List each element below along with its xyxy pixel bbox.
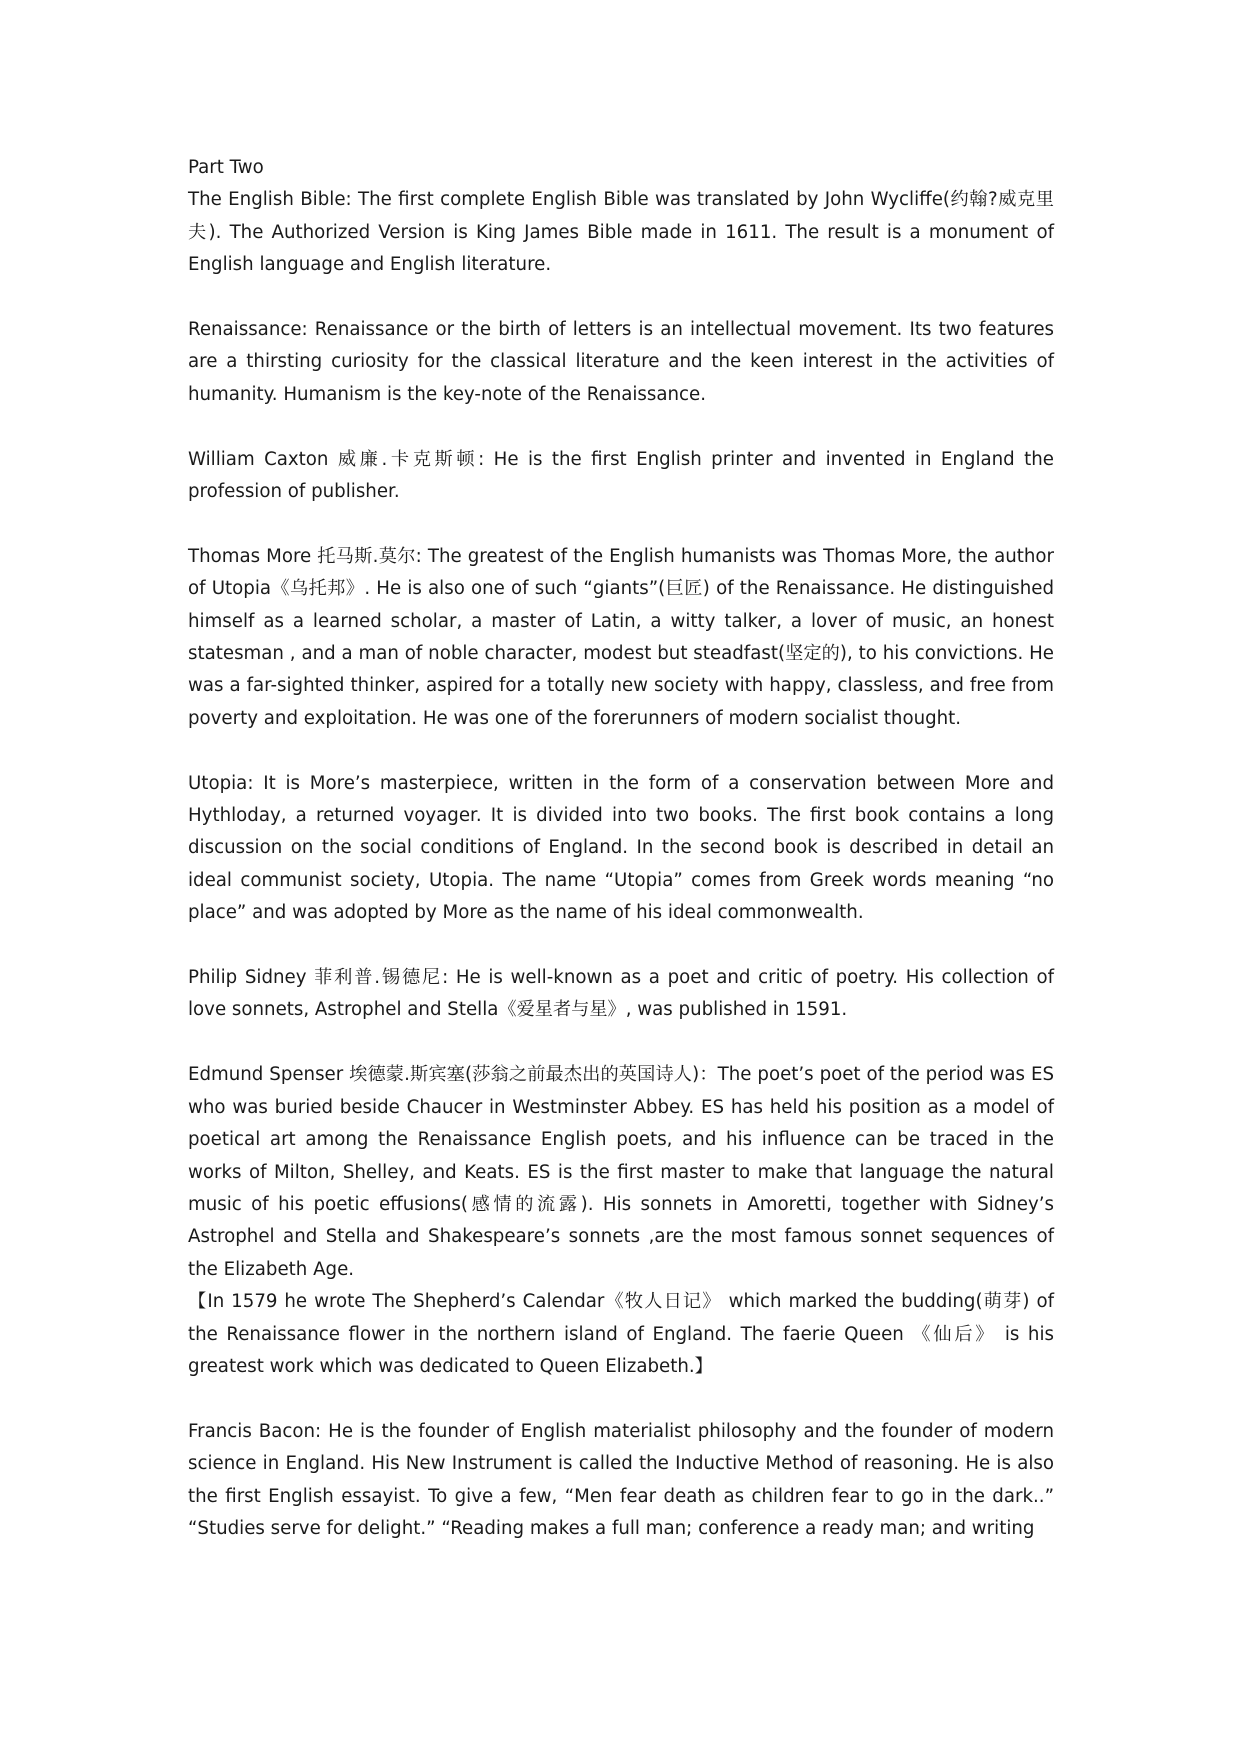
paragraph-william-caxton: William Caxton 威廉.卡克斯顿: He is the first English printer and invented in England the profession of publisher. [188,448,1054,503]
paragraph-thomas-more: Thomas More 托马斯.莫尔: The greatest of the English humanists was Thomas More, the author of Utopia《乌托邦》. He is also one of such “giants”(巨匠) of the Renaissance. He distinguished himself as a learned scholar, a master of Latin, a witty talker, a lover of music, an honest statesman , and a man of noble character, modest but steadfast(坚定的), to his convictions. He was a far-sighted thinker, aspired for a totally new society with happy, classless, and free from poverty and exploitation. He was one of the forerunners of modern socialist thought. [188,545,1054,729]
paragraph-english-bible: The English Bible: The first complete English Bible was translated by John Wycliffe(约翰?威克里夫). The Authorized Version is King James Bible made in 1611. The result is a monument of English language and English literature. [188,189,1054,276]
paragraph-utopia: Utopia: It is More’s masterpiece, written in the form of a conservation between More and Hythloday, a returned voyager. It is divided into two books. The first book contains a long discussion on the social conditions of England. In the second book is described in detail an ideal communist society, Utopia. The name “Utopia” comes from Greek words meaning “no place” and was adopted by More as the name of his ideal commonwealth. [188,772,1054,924]
paragraph-francis-bacon: Francis Bacon: He is the founder of English materialist philosophy and the founder of modern science in England. His New Instrument is called the Inductive Method of reasoning. He is also the first English essayist. To give a few, “Men fear death as children fear to go in the dark..” “Studies serve for delight.” “Reading makes a full man; conference a ready man; and writing [188,1420,1054,1539]
paragraph-philip-sidney: Philip Sidney 菲利普.锡德尼: He is well-known as a poet and critic of poetry. His collection of love sonnets, Astrophel and Stella《爱星者与星》, was published in 1591. [188,967,1054,1021]
document-page [188,152,1054,1545]
paragraph-spenser-note: 【In 1579 he wrote The Shepherd’s Calendar《牧人日记》 which marked the budding(萌芽) of the Renaissance flower in the northern island of England. The faerie Queen 《仙后》 is his greatest work which was dedicated to Queen Elizabeth.】 [188,1291,1054,1377]
section-heading: Part Two [188,157,264,178]
paragraph-renaissance: Renaissance: Renaissance or the birth of letters is an intellectual movement. Its two features are a thirsting curiosity for the classical literature and the keen interest in the activities of humanity. Humanism is the key-note of the Renaissance. [188,319,1054,405]
paragraph-edmund-spenser: Edmund Spenser 埃德蒙.斯宾塞(莎翁之前最杰出的英国诗人)：The poet’s poet of the period was ES who was buried beside Chaucer in Westminster Abbey. ES has held his position as a model of poetical art among the Renaissance English poets, and his influence can be traced in the works of Milton, Shelley, and Keats. ES is the first master to make that language the natural music of his poetic effusions(感情的流露). His sonnets in Amoretti, together with Sidney’s Astrophel and Stella and Shakespeare’s sonnets ,are the most famous sonnet sequences of the Elizabeth Age. [188,1064,1054,1280]
